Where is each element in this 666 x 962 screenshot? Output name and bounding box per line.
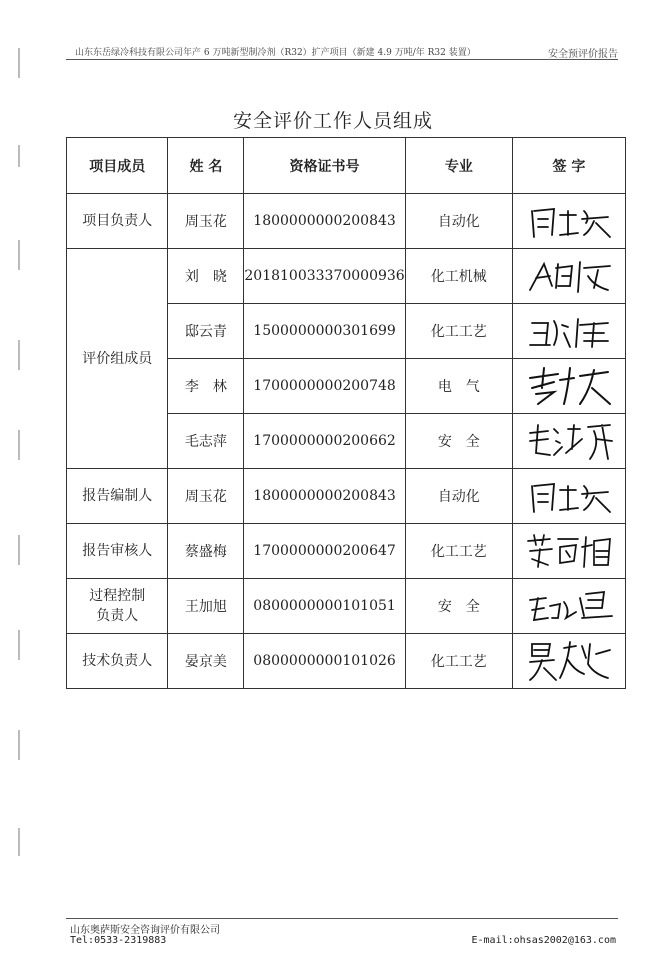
role-cell bbox=[67, 579, 168, 634]
table-header-row bbox=[67, 138, 626, 194]
binding-mark bbox=[18, 340, 20, 370]
name-cell: 周玉花 bbox=[168, 469, 244, 524]
cert-cell: 0800000000101051 bbox=[244, 579, 405, 634]
signature-cell bbox=[512, 469, 625, 524]
major-cell: 化工机械 bbox=[405, 249, 512, 304]
signature-cell bbox=[512, 414, 625, 469]
header-name: 姓 名 bbox=[168, 138, 244, 194]
footer-email: E-mail:ohsas2002@163.com bbox=[471, 935, 616, 946]
role-cell: 报告审核人 bbox=[67, 524, 168, 579]
footer-divider bbox=[66, 918, 618, 919]
role-cell: 评价组成员 bbox=[67, 249, 168, 469]
table-row bbox=[67, 249, 626, 304]
table-row bbox=[67, 469, 626, 524]
cert-cell: 0800000000101026 bbox=[244, 634, 405, 689]
role-cell: 项目负责人 bbox=[67, 194, 168, 249]
name-cell: 邸云青 bbox=[168, 304, 244, 359]
signature-cell bbox=[512, 304, 625, 359]
handwritten-signature bbox=[513, 586, 625, 626]
name-cell: 周玉花 bbox=[168, 194, 244, 249]
binding-mark bbox=[18, 535, 20, 565]
handwritten-signature bbox=[513, 531, 625, 571]
role-cell: 技术负责人 bbox=[67, 634, 168, 689]
staff-table bbox=[66, 137, 626, 689]
name-cell: 蔡盛梅 bbox=[168, 524, 244, 579]
table-row bbox=[67, 579, 626, 634]
handwritten-signature bbox=[513, 311, 625, 351]
major-cell: 自动化 bbox=[405, 469, 512, 524]
header-project-title: 山东东岳绿冷科技有限公司年产 6 万吨新型制冷剂（R32）扩产项目（新建 4.9 万吨/年 R32 装置） bbox=[75, 48, 476, 58]
header-divider bbox=[66, 59, 618, 60]
major-cell: 安 全 bbox=[405, 414, 512, 469]
handwritten-signature bbox=[513, 419, 625, 463]
header-report-type: 安全预评价报告 bbox=[548, 49, 618, 60]
major-cell: 化工工艺 bbox=[405, 304, 512, 359]
header-signature: 签 字 bbox=[512, 138, 625, 194]
binding-mark bbox=[18, 240, 20, 270]
handwritten-signature bbox=[513, 364, 625, 408]
cert-cell: 1500000000301699 bbox=[244, 304, 405, 359]
name-cell: 毛志萍 bbox=[168, 414, 244, 469]
cert-cell: 1800000000200843 bbox=[244, 469, 405, 524]
binding-mark bbox=[18, 828, 20, 856]
signature-cell bbox=[512, 359, 625, 414]
header-role: 项目成员 bbox=[67, 138, 168, 194]
signature-cell bbox=[512, 524, 625, 579]
role-line-1: 过程控制 bbox=[89, 588, 146, 604]
signature-cell bbox=[512, 249, 625, 304]
table-row bbox=[67, 634, 626, 689]
signature-cell bbox=[512, 579, 625, 634]
signature-cell bbox=[512, 634, 625, 689]
cert-cell: 1700000000200748 bbox=[244, 359, 405, 414]
page-title: 安全评价工作人员组成 bbox=[232, 110, 433, 132]
handwritten-signature bbox=[513, 256, 625, 296]
footer-tel: Tel:0533-2319883 bbox=[70, 935, 167, 946]
footer-company: 山东奥萨斯安全咨询评价有限公司 bbox=[70, 925, 220, 936]
name-cell: 晏京美 bbox=[168, 634, 244, 689]
major-cell: 安 全 bbox=[405, 579, 512, 634]
cert-cell: 1800000000200843 bbox=[244, 194, 405, 249]
binding-mark bbox=[18, 730, 20, 760]
role-cell: 报告编制人 bbox=[67, 469, 168, 524]
cert-cell: 1700000000200647 bbox=[244, 524, 405, 579]
name-cell: 王加旭 bbox=[168, 579, 244, 634]
handwritten-signature bbox=[513, 476, 625, 516]
cert-cell: 201810033370000936 bbox=[244, 249, 405, 304]
table-row bbox=[67, 194, 626, 249]
major-cell: 电 气 bbox=[405, 359, 512, 414]
binding-mark bbox=[18, 630, 20, 660]
binding-mark bbox=[18, 145, 20, 167]
role-line-2: 负责人 bbox=[96, 608, 139, 624]
major-cell: 化工工艺 bbox=[405, 634, 512, 689]
handwritten-signature bbox=[513, 638, 625, 684]
cert-cell: 1700000000200662 bbox=[244, 414, 405, 469]
binding-mark bbox=[18, 48, 20, 78]
header-cert: 资格证书号 bbox=[244, 138, 405, 194]
major-cell: 自动化 bbox=[405, 194, 512, 249]
name-cell: 刘 晓 bbox=[168, 249, 244, 304]
major-cell: 化工工艺 bbox=[405, 524, 512, 579]
table-row bbox=[67, 524, 626, 579]
handwritten-signature bbox=[513, 201, 625, 241]
header-major: 专业 bbox=[405, 138, 512, 194]
signature-cell bbox=[512, 194, 625, 249]
name-cell: 李 林 bbox=[168, 359, 244, 414]
binding-mark bbox=[18, 430, 20, 460]
